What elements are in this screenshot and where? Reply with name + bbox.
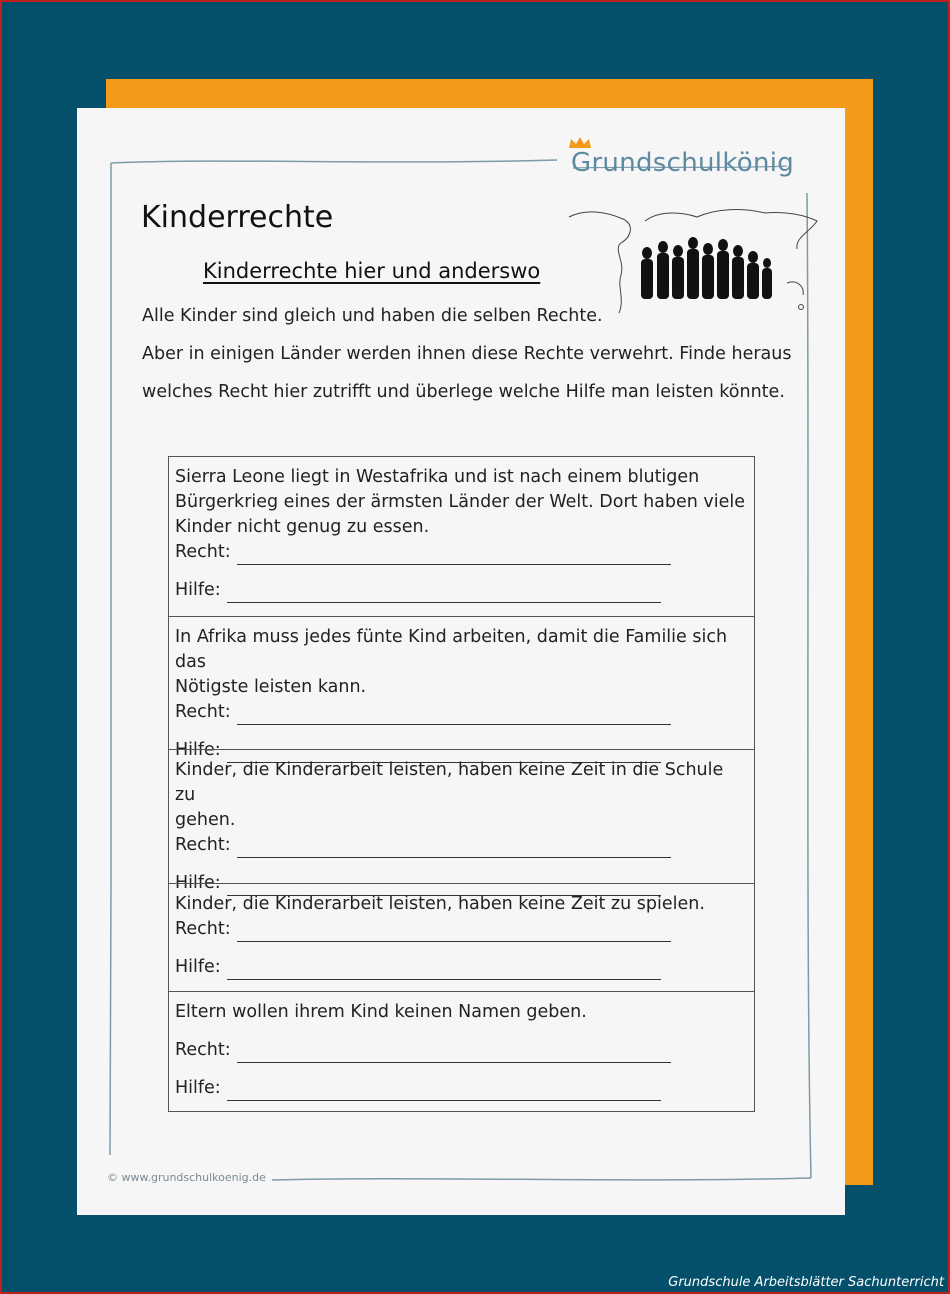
recht-label: Recht: <box>175 835 231 855</box>
case-text-line: Bürgerkrieg eines der ärmsten Länder der Welt. Dort haben viele <box>175 492 746 512</box>
recht-answer-line[interactable] <box>237 1044 671 1063</box>
brand-logo: Grundschulkönig <box>571 148 795 178</box>
hilfe-label: Hilfe: <box>175 873 221 893</box>
hilfe-row <box>175 1076 748 1101</box>
intro-line-3: welches Recht hier zutrifft und überlege welche Hilfe man leisten könnte. <box>142 382 785 402</box>
recht-row <box>175 540 748 565</box>
hilfe-row <box>175 955 748 980</box>
hilfe-label: Hilfe: <box>175 1078 221 1098</box>
case-text-line: gehen. <box>175 810 236 830</box>
hilfe-answer-line[interactable] <box>227 584 661 603</box>
exercise-case <box>169 883 754 991</box>
copyright-footer: © www.grundschulkoenig.de <box>107 1171 266 1184</box>
hilfe-label: Hilfe: <box>175 580 221 600</box>
hilfe-answer-line[interactable] <box>227 1082 661 1101</box>
recht-label: Recht: <box>175 1040 231 1060</box>
hilfe-label: Hilfe: <box>175 740 221 760</box>
case-text-line: Eltern wollen ihrem Kind keinen Namen geben. <box>175 1002 587 1022</box>
page-title: Kinderrechte <box>141 200 334 235</box>
case-text-line: Sierra Leone liegt in Westafrika und ist nach einem blutigen <box>175 467 700 487</box>
recht-row <box>175 917 748 942</box>
case-text-line: Kinder, die Kinderarbeit leisten, haben keine Zeit in die Schule zu <box>175 760 724 805</box>
exercise-case <box>169 616 754 760</box>
recht-label: Recht: <box>175 919 231 939</box>
world-map-people-illustration <box>565 203 825 323</box>
recht-answer-line[interactable] <box>237 923 671 942</box>
hilfe-label: Hilfe: <box>175 957 221 977</box>
recht-label: Recht: <box>175 702 231 722</box>
exercise-case <box>169 457 754 616</box>
recht-row <box>175 1038 748 1063</box>
exercise-table <box>168 456 755 1112</box>
intro-line-1: Alle Kinder sind gleich und haben die selben Rechte. <box>142 306 603 326</box>
recht-answer-line[interactable] <box>237 706 671 725</box>
recht-label: Recht: <box>175 542 231 562</box>
exercise-case <box>169 749 754 893</box>
case-text-line: Nötigste leisten kann. <box>175 677 367 697</box>
exercise-case <box>169 991 754 1111</box>
hilfe-answer-line[interactable] <box>227 961 661 980</box>
recht-answer-line[interactable] <box>237 546 671 565</box>
intro-line-2: Aber in einigen Länder werden ihnen diese Rechte verwehrt. Finde heraus <box>142 344 792 364</box>
image-caption: Grundschule Arbeitsblätter Sachunterricht <box>668 1275 944 1290</box>
case-text-line: Kinder nicht genug zu essen. <box>175 517 430 537</box>
page-subtitle: Kinderrechte hier und anderswo <box>203 259 541 283</box>
recht-answer-line[interactable] <box>237 839 671 858</box>
case-text-line: Kinder, die Kinderarbeit leisten, haben keine Zeit zu spielen. <box>175 894 705 914</box>
recht-row <box>175 833 748 858</box>
recht-row <box>175 700 748 725</box>
worksheet-page <box>77 108 845 1215</box>
case-text-line: In Afrika muss jedes fünte Kind arbeiten, damit die Familie sich das <box>175 627 728 672</box>
hilfe-row <box>175 578 748 603</box>
